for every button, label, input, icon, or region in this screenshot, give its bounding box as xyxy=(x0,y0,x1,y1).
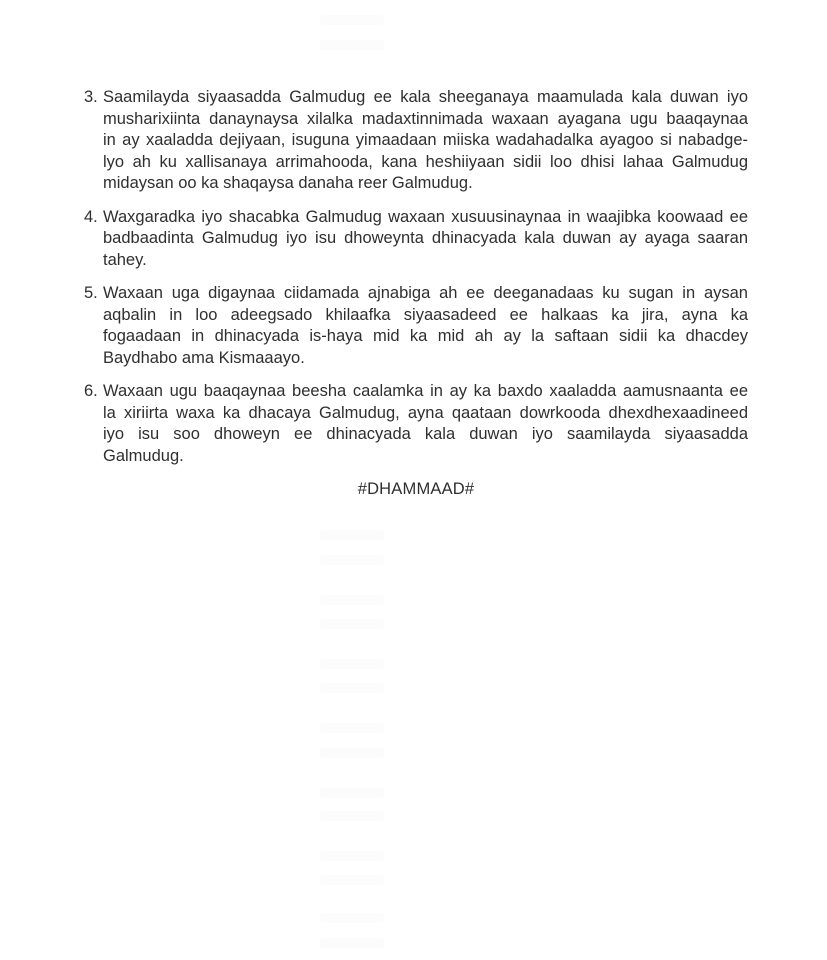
text-line: Baydhabo ama Kismaaayo. xyxy=(103,348,305,367)
text-line: aqbalin in loo adeegsado khilaafka siyaasadeed ee halkaas ka jira, ayna ka xyxy=(103,305,748,324)
text-line: badbaadinta Galmudug iyo isu dhoweynta dhinacyada kala duwan ay ayaga saaran xyxy=(103,229,748,247)
list-item-paragraph xyxy=(84,207,748,272)
closing-hashtag: #DHAMMAAD# xyxy=(357,480,475,498)
watermark-bar xyxy=(320,811,384,821)
watermark-bar xyxy=(320,15,384,25)
watermark-bar xyxy=(320,938,384,948)
text-line: lyo ah ku xallisanaya arrimahooda, kana heshiiyaan sidii loo dhisi lahaa Galmudug xyxy=(103,152,748,171)
watermark-bar xyxy=(320,913,384,923)
list-item-paragraph xyxy=(84,381,748,467)
list-item-paragraph xyxy=(84,283,748,369)
text-line: Saamilayda siyaasadda Galmudug ee kala sheeganaya maamulada kala duwan iyo xyxy=(103,88,748,106)
text-line: in ay xaaladda dejiyaan, isuguna yimaadaan miiska wadahadalka ayagoo si nabadge- xyxy=(103,131,748,149)
watermark-bar xyxy=(320,851,384,861)
watermark-bar xyxy=(320,595,384,605)
watermark-bar xyxy=(320,530,384,540)
text-line: fogaadaan in dhinacyada is-haya mid ka mid ah ay la saftaan sidii ka dhacdey xyxy=(103,327,748,345)
text-line: la xiriirta waxa ka dhacaya Galmudug, ayna qaataan dowrkooda dhexdhexaadineed xyxy=(103,403,748,422)
watermark-bar xyxy=(320,748,384,758)
text-line: tahey. xyxy=(103,250,147,269)
watermark-bar xyxy=(320,723,384,733)
watermark-bar xyxy=(320,788,384,798)
text-line: Galmudug. xyxy=(103,446,184,465)
text-line: musharixiinta danaynaysa xilalka madaxtinnimada waxaan ayagana ugu baaqaynaa xyxy=(103,109,748,128)
list-number: 6. xyxy=(84,382,98,400)
text-line: midaysan oo ka shaqaysa danaha reer Galmudug. xyxy=(103,174,473,192)
text-line: iyo isu soo dhoweyn ee dhinacyada kala duwan iyo saamilayda siyaasadda xyxy=(103,425,748,443)
list-number: 5. xyxy=(84,284,98,302)
text-line: Waxaan uga digaynaa ciidamada ajnabiga ah ee deeganadaas ku sugan in aysan xyxy=(103,284,748,302)
watermark-bar xyxy=(320,619,384,629)
watermark-bar xyxy=(320,40,384,50)
watermark-bar xyxy=(320,875,384,885)
numbered-list xyxy=(84,87,748,467)
text-line: Waxaan ugu baaqaynaa beesha caalamka in ay ka baxdo xaaladda aamusnaanta ee xyxy=(103,382,748,400)
text-line: Waxgaradka iyo shacabka Galmudug waxaan xusuusinaynaa in waajibka koowaad ee xyxy=(103,207,748,226)
list-number: 4. xyxy=(84,207,98,226)
list-item-paragraph xyxy=(84,87,748,195)
watermark-bar xyxy=(320,659,384,669)
watermark-bar xyxy=(320,683,384,693)
list-number: 3. xyxy=(84,88,98,106)
document-body xyxy=(84,87,748,501)
watermark-bar xyxy=(320,555,384,565)
